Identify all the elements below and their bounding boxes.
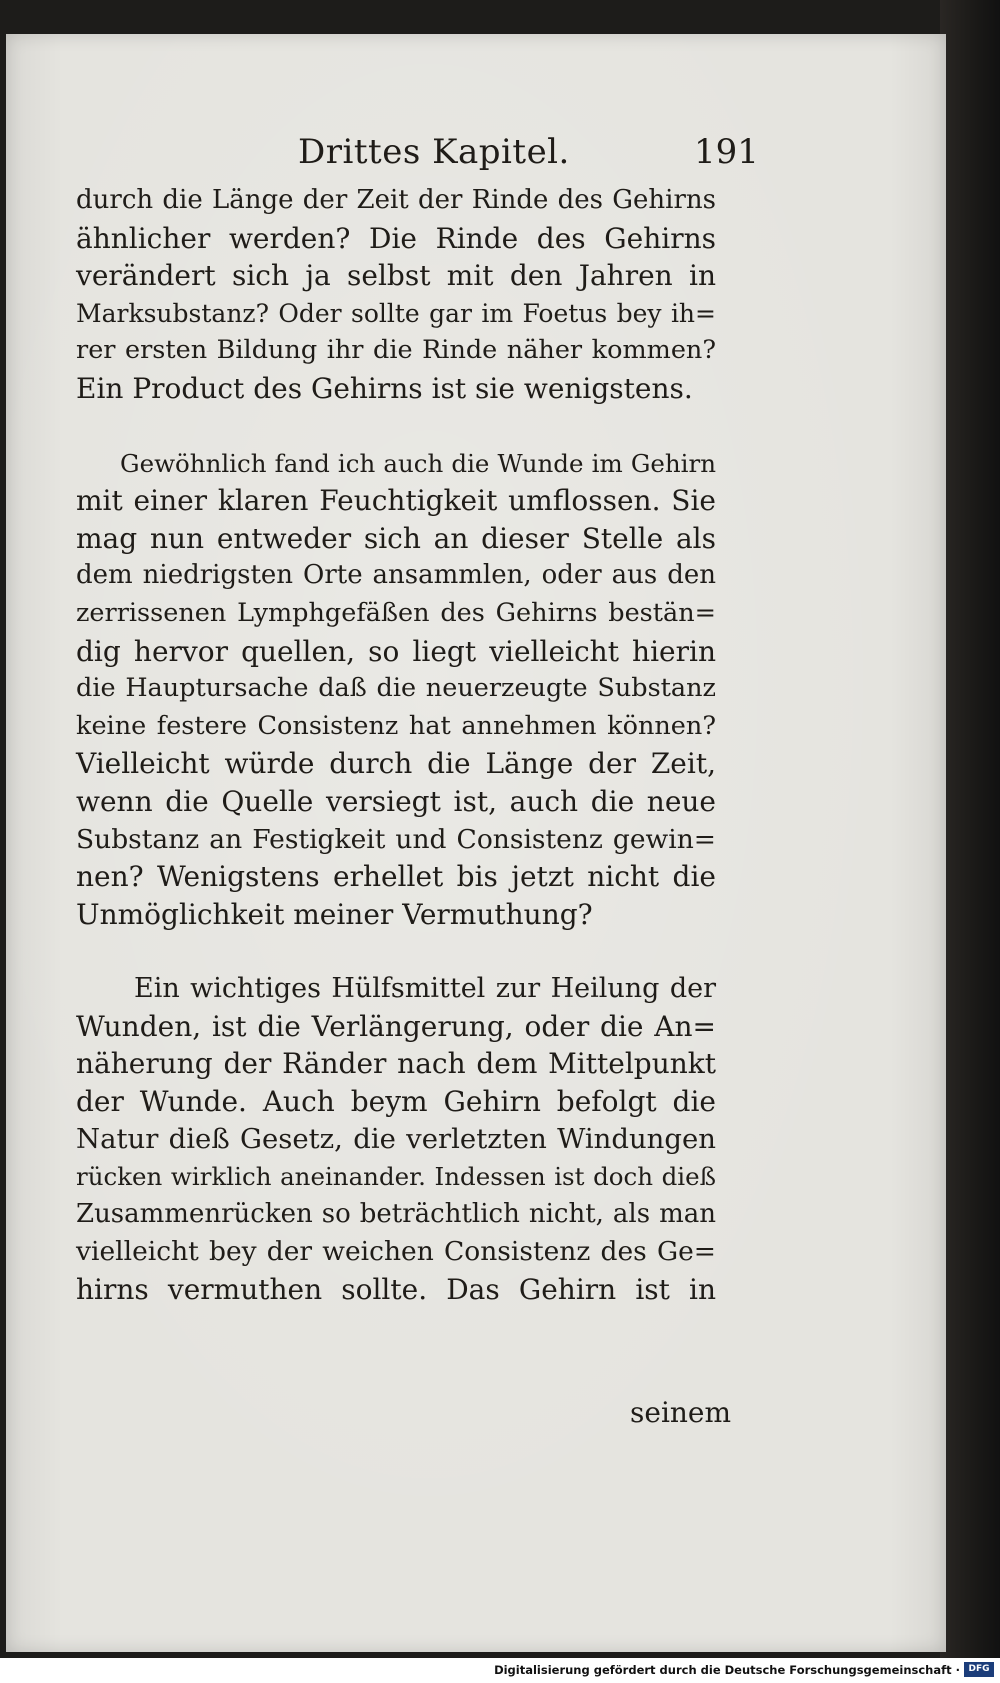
text-line: Vielleicht würde durch die Länge der Zeit, [76, 747, 716, 781]
catchword: seinem [630, 1396, 732, 1429]
text-line: Unmöglichkeit meiner Vermuthung? [76, 897, 593, 931]
text-line: Gewöhnlich fand ich auch die Wunde im Gehirn [120, 448, 716, 478]
text-line: Ein Product des Gehirns ist sie wenigstens. [76, 371, 693, 405]
text-line: Substanz an Festigkeit und Consistenz gewin= [76, 823, 716, 855]
text-line: Marksubstanz? Oder sollte gar im Foetus bey ih= [76, 298, 716, 328]
text-line: rer ersten Bildung ihr die Rinde näher kommen? [76, 335, 716, 366]
text-line: dig hervor quellen, so liegt vielleicht hierin [76, 634, 716, 668]
text-line: durch die Länge der Zeit der Rinde des Gehirns [76, 185, 716, 215]
book-spine-edge [940, 0, 1000, 1658]
text-line: dem niedrigsten Orte ansammlen, oder aus den [76, 560, 716, 591]
text-line: keine festere Consistenz hat annehmen können? [76, 710, 716, 741]
text-line: vielleicht bey der weichen Consistenz des Ge= [76, 1236, 716, 1268]
body-text [76, 182, 716, 1309]
text-line: wenn die Quelle versiegt ist, auch die neue [76, 784, 716, 818]
text-line: näherung der Ränder nach dem Mittelpunkt [76, 1047, 716, 1081]
paragraph-3 [76, 970, 716, 1308]
page-number: 191 [694, 132, 759, 172]
dfg-logo: DFG [964, 1662, 994, 1677]
paragraph-1 [76, 182, 716, 408]
text-line: Wunden, ist die Verlängerung, oder die An= [76, 1009, 716, 1043]
book-page [6, 34, 946, 1652]
text-line: nen? Wenigstens erhellet bis jetzt nicht die [76, 860, 716, 894]
digitization-footer [0, 1658, 1000, 1683]
text-line: die Hauptursache daß die neuerzeugte Substanz [76, 673, 716, 704]
text-line: Natur dieß Gesetz, die verletzten Windungen [76, 1122, 716, 1155]
text-line: verändert sich ja selbst mit den Jahren in [76, 259, 716, 293]
paragraph-2 [76, 445, 716, 934]
text-line: Zusammenrücken so beträchtlich nicht, als man [76, 1198, 716, 1229]
text-line: zerrissenen Lymphgefäßen des Gehirns bestän= [76, 597, 716, 628]
text-line: rücken wirklich aneinander. Indessen ist doch dieß [76, 1162, 716, 1192]
text-line: ähnlicher werden? Die Rinde des Gehirns [76, 221, 716, 255]
running-title: Drittes Kapitel. [298, 132, 570, 172]
text-line: mit einer klaren Feuchtigkeit umflossen. Sie [76, 484, 716, 518]
paragraph-gap [76, 933, 716, 970]
funding-credit: Digitalisierung gefördert durch die Deutsche Forschungsgemeinschaft · [494, 1663, 960, 1677]
text-line: hirns vermuthen sollte. Das Gehirn ist in [76, 1273, 716, 1307]
text-line: Ein wichtiges Hülfsmittel zur Heilung der [134, 973, 716, 1005]
text-line: der Wunde. Auch beym Gehirn befolgt die [76, 1085, 716, 1119]
paragraph-gap [76, 408, 716, 445]
text-line: mag nun entweder sich an dieser Stelle als [76, 521, 716, 555]
